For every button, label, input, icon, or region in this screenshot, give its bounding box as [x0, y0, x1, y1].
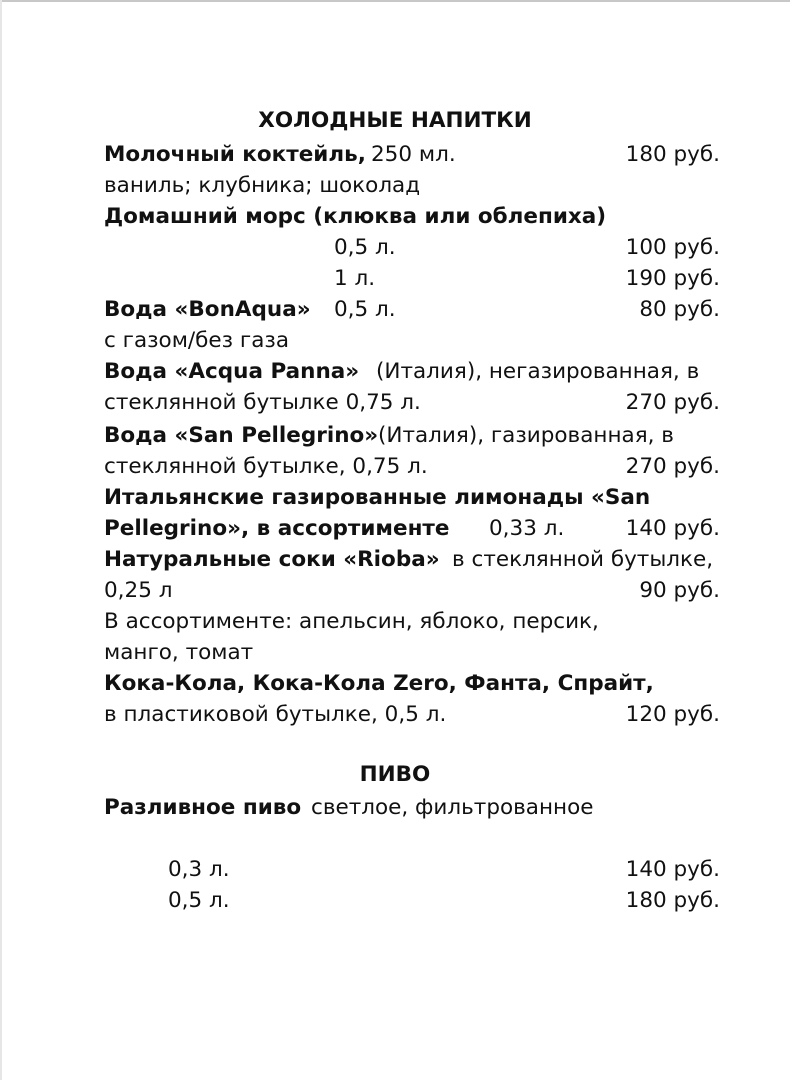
- item-volume: 0,5 л.: [168, 888, 230, 913]
- item-description: в стеклянной бутылке,: [452, 547, 714, 572]
- menu-item-lemonades: [0, 483, 790, 513]
- menu-item-juice: [0, 545, 790, 575]
- item-price: 140 руб.: [625, 857, 720, 882]
- menu-item-lemonades-cont: [0, 514, 790, 544]
- item-price: 80 руб.: [639, 297, 720, 322]
- item-name: Натуральные соки «Rioba»: [104, 547, 440, 572]
- item-price: 180 руб.: [625, 142, 720, 167]
- item-volume: 0,25 л: [104, 578, 173, 603]
- item-description: манго, томат: [104, 640, 254, 665]
- menu-item-bonaqua: [0, 295, 790, 325]
- menu-item-juice-volume: [0, 576, 790, 606]
- item-name: Молочный коктейль,: [104, 142, 366, 167]
- item-description: стеклянной бутылке, 0,75 л.: [104, 454, 428, 479]
- item-name: Кока-Кола, Кока-Кола Zero, Фанта, Спрайт,: [104, 671, 654, 696]
- item-price: 140 руб.: [625, 516, 720, 541]
- item-description: светлое, фильтрованное: [311, 795, 594, 820]
- menu-item-draft-beer: [0, 793, 790, 823]
- menu-item-mors-option-2: [0, 264, 790, 294]
- menu-item-mors: [0, 202, 790, 232]
- item-volume: 250 мл.: [371, 142, 456, 167]
- item-price: 190 руб.: [625, 266, 720, 291]
- item-price: 270 руб.: [625, 454, 720, 479]
- top-border: [0, 0, 790, 2]
- item-price: 100 руб.: [625, 235, 720, 260]
- item-name: Итальянские газированные лимонады «San: [104, 485, 651, 510]
- item-description: в пластиковой бутылке, 0,5 л.: [104, 702, 447, 727]
- menu-item-juice-assortment: [0, 607, 790, 637]
- menu-item-san-pellegrino-cont: [0, 452, 790, 482]
- item-description: стеклянной бутылке 0,75 л.: [104, 390, 421, 415]
- menu-item-acqua-panna-cont: [0, 388, 790, 418]
- item-name: Вода «San Pellegrino»: [104, 423, 379, 448]
- item-name: Домашний морс (клюква или облепиха): [104, 204, 607, 229]
- item-description: (Италия), негазированная, в: [376, 359, 700, 384]
- item-description: В ассортименте: апельсин, яблоко, персик,: [104, 609, 599, 634]
- item-volume: 0,33 л.: [489, 516, 565, 541]
- menu-item-milkshake: [0, 140, 790, 170]
- item-name: Вода «BonAqua»: [104, 297, 311, 322]
- section-title-row: [0, 106, 790, 136]
- item-volume: 0,3 л.: [168, 857, 230, 882]
- item-price: 270 руб.: [625, 390, 720, 415]
- item-volume: 1 л.: [334, 266, 376, 291]
- menu-item-mors-option-1: [0, 233, 790, 263]
- menu-item-juice-assortment-cont: [0, 638, 790, 668]
- item-price: 90 руб.: [639, 578, 720, 603]
- item-price: 120 руб.: [625, 702, 720, 727]
- item-name: Вода «Acqua Panna»: [104, 359, 360, 384]
- item-volume: 0,5 л.: [334, 235, 396, 260]
- section-title-beer: ПИВО: [359, 762, 431, 787]
- menu-item-bonaqua-note: [0, 326, 790, 356]
- item-description: с газом/без газа: [104, 328, 290, 353]
- item-description: ваниль; клубника; шоколад: [104, 173, 421, 198]
- item-name: Pellegrino», в ассортименте: [104, 516, 450, 541]
- item-description: (Италия), газированная, в: [378, 423, 674, 448]
- menu-item-soft-drinks: [0, 669, 790, 699]
- menu-item-milkshake-flavors: [0, 171, 790, 201]
- item-name: Разливное пиво: [104, 795, 302, 820]
- menu-item-acqua-panna: [0, 357, 790, 387]
- menu-item-draft-beer-option-1: [0, 855, 790, 885]
- item-price: 180 руб.: [625, 888, 720, 913]
- section-title-row: [0, 760, 790, 790]
- section-title-cold-drinks: ХОЛОДНЫЕ НАПИТКИ: [258, 108, 532, 133]
- menu-item-soft-drinks-cont: [0, 700, 790, 730]
- item-volume: 0,5 л.: [334, 297, 396, 322]
- menu-item-san-pellegrino: [0, 421, 790, 451]
- menu-item-draft-beer-option-2: [0, 886, 790, 916]
